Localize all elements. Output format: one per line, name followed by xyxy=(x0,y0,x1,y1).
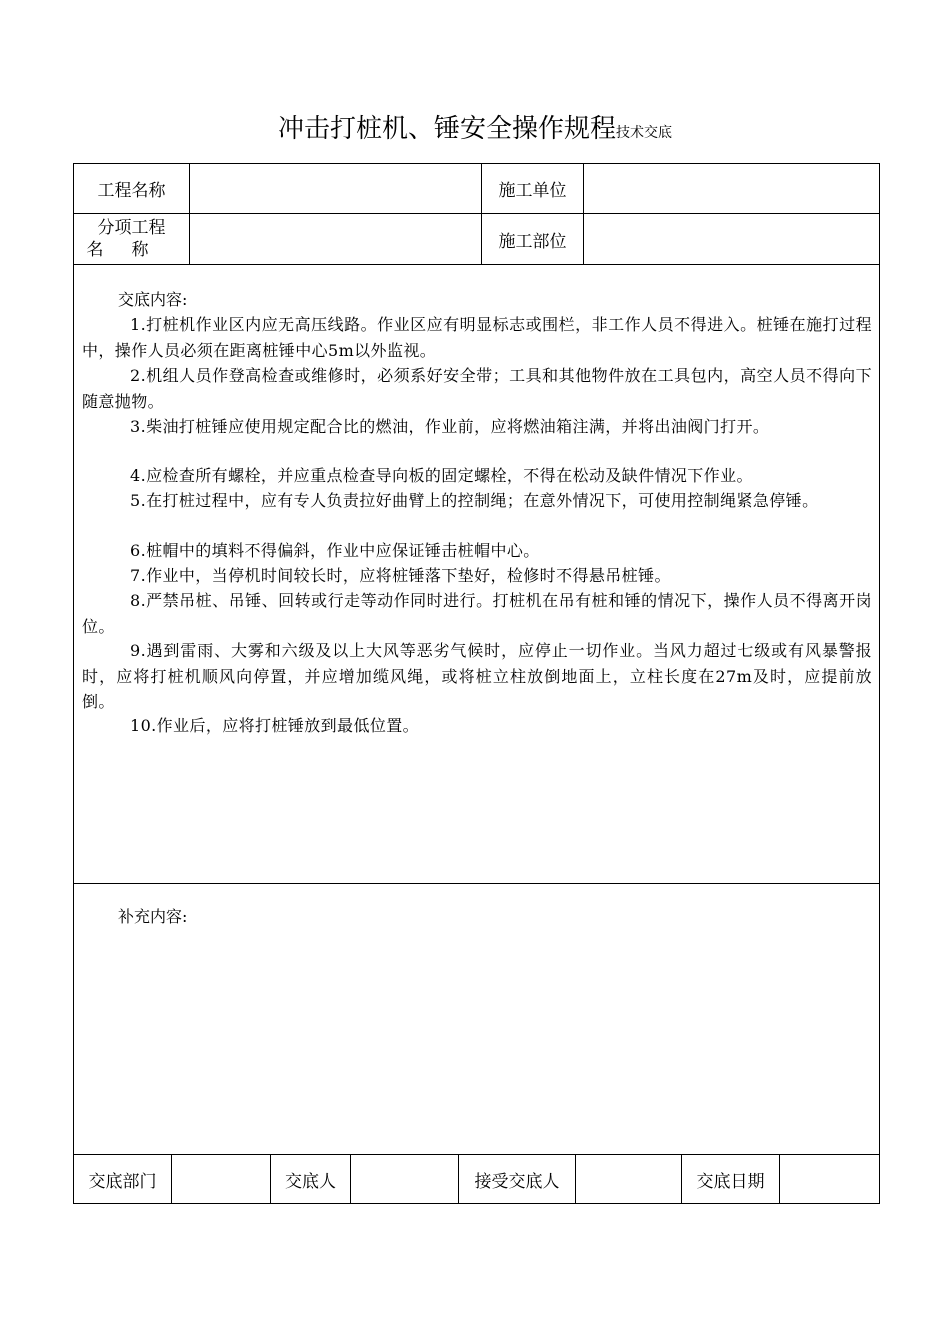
sub-project-label xyxy=(74,214,190,264)
content-item-1: 1.打桩机作业区内应无高压线路。作业区应有明显标志或围栏，非工作人员不得进入。桩锤在施打过程中，操作人员必须在距离桩锤中心5m以外监视。 xyxy=(82,315,872,360)
header-row-1 xyxy=(74,164,879,214)
disclosure-form xyxy=(73,163,880,1204)
page-title xyxy=(0,108,950,145)
content-item-9: 9.遇到雷雨、大雾和六级及以上大风等恶劣气候时，应停止一切作业。当风力超过七级或有风暴警报时，应将打桩机顺风向停置，并应增加缆风绳，或将桩立柱放倒地面上，立柱长度在27m及时，应提前放倒。 xyxy=(82,641,872,711)
content-item-6: 6.桩帽中的填料不得偏斜，作业中应保证锤击桩帽中心。 xyxy=(130,541,540,560)
unit-field[interactable] xyxy=(584,164,879,213)
supplement-field[interactable] xyxy=(118,934,858,1134)
footer-row xyxy=(74,1155,879,1203)
unit-label: 施工单位 xyxy=(482,164,584,213)
receiver-label: 接受交底人 xyxy=(459,1155,576,1203)
content-item-5: 5.在打桩过程中，应有专人负责拉好曲臂上的控制绳；在意外情况下，可使用控制绳紧急停锤。 xyxy=(130,491,819,510)
supplement-heading: 补充内容: xyxy=(118,907,188,926)
sub-project-label-line1: 分项工程 xyxy=(97,218,166,238)
content-item-10: 10.作业后，应将打桩锤放到最低位置。 xyxy=(130,716,420,735)
dept-label: 交底部门 xyxy=(74,1155,172,1203)
receiver-field[interactable] xyxy=(576,1155,682,1203)
header-row-2 xyxy=(74,214,879,265)
sub-project-label-line2: 名称 xyxy=(86,240,177,260)
person-label: 交底人 xyxy=(271,1155,351,1203)
content-item-7: 7.作业中，当停机时间较长时，应将桩锤落下垫好，检修时不得悬吊桩锤。 xyxy=(130,566,671,585)
supplement-section xyxy=(74,884,879,1155)
position-label: 施工部位 xyxy=(482,214,584,264)
content-item-3: 3.柴油打桩锤应使用规定配合比的燃油，作业前，应将燃油箱注满，并将出油阀门打开。 xyxy=(130,417,770,436)
project-name-field[interactable] xyxy=(190,164,482,213)
content-item-8: 8.严禁吊桩、吊锤、回转或行走等动作同时进行。打桩机在吊有桩和锤的情况下，操作人员不得离开岗位。 xyxy=(82,591,872,636)
content-item-4: 4.应检查所有螺栓，并应重点检查导向板的固定螺栓，不得在松动及缺件情况下作业。 xyxy=(130,466,753,485)
disclosure-content-section xyxy=(74,265,879,884)
content-heading: 交底内容: xyxy=(118,290,188,309)
person-field[interactable] xyxy=(351,1155,459,1203)
project-name-label: 工程名称 xyxy=(74,164,190,213)
date-label: 交底日期 xyxy=(682,1155,780,1203)
dept-field[interactable] xyxy=(172,1155,271,1203)
title-main: 冲击打桩机、锤安全操作规程 xyxy=(277,114,616,144)
sub-project-field[interactable] xyxy=(190,214,482,264)
position-field[interactable] xyxy=(584,214,879,264)
title-suffix: 技术交底 xyxy=(616,125,672,141)
date-field[interactable] xyxy=(780,1155,879,1203)
content-item-2: 2.机组人员作登高检查或维修时，必须系好安全带；工具和其他物件放在工具包内，高空人员不得向下随意抛物。 xyxy=(82,366,872,411)
